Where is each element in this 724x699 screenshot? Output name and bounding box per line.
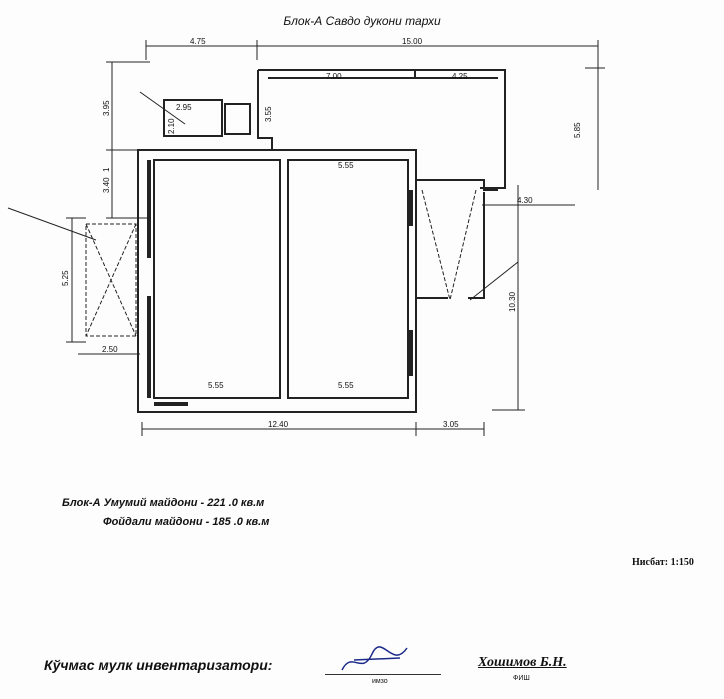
scale-label: Нисбат: 1:150 <box>632 557 694 568</box>
dim-mid-h: 3.55 <box>264 106 273 122</box>
signature <box>332 640 422 680</box>
inventory-label: Кўчмас мулк инвентаризатори: <box>44 657 273 673</box>
dim-room-bottom-right: 5.55 <box>338 381 354 390</box>
dim-left-mid-prefix: 1 <box>102 167 111 172</box>
dim-right-lower: 10.30 <box>508 291 517 312</box>
dim-right-upper: 5.85 <box>573 122 582 138</box>
dim-top-mid: 7.00 <box>326 72 342 81</box>
dim-top-right: 4.25 <box>452 72 468 81</box>
dim-small-room-w: 2.95 <box>176 103 192 112</box>
dim-top-left: 4.75 <box>190 37 206 46</box>
useful-area: Фойдали майдони - 185 .0 кв.м <box>103 516 270 528</box>
dim-left-lower: 5.25 <box>61 270 70 286</box>
dim-left-mid: 3.40 <box>102 177 111 193</box>
plan-title: Блок-А Савдо дукони тархи <box>283 14 441 28</box>
dim-right-step: 4.30 <box>517 196 533 205</box>
dim-small-room-h: 2.10 <box>167 118 176 134</box>
dim-top-total: 15.00 <box>402 37 423 46</box>
dim-room-bottom-left: 5.55 <box>208 381 224 390</box>
signer-name: Хошимов Б.Н. <box>478 655 567 670</box>
dim-left-bottom: 2.50 <box>102 345 118 354</box>
dim-bottom-total: 12.40 <box>268 420 289 429</box>
signature-caption: имзо <box>372 678 388 685</box>
dim-left-upper: 3.95 <box>102 100 111 116</box>
dim-room-top-right: 5.55 <box>338 161 354 170</box>
total-area: Блок-А Умумий майдони - 221 .0 кв.м <box>62 497 265 509</box>
name-caption: ФИШ <box>513 675 530 682</box>
dim-bottom-right: 3.05 <box>443 420 459 429</box>
